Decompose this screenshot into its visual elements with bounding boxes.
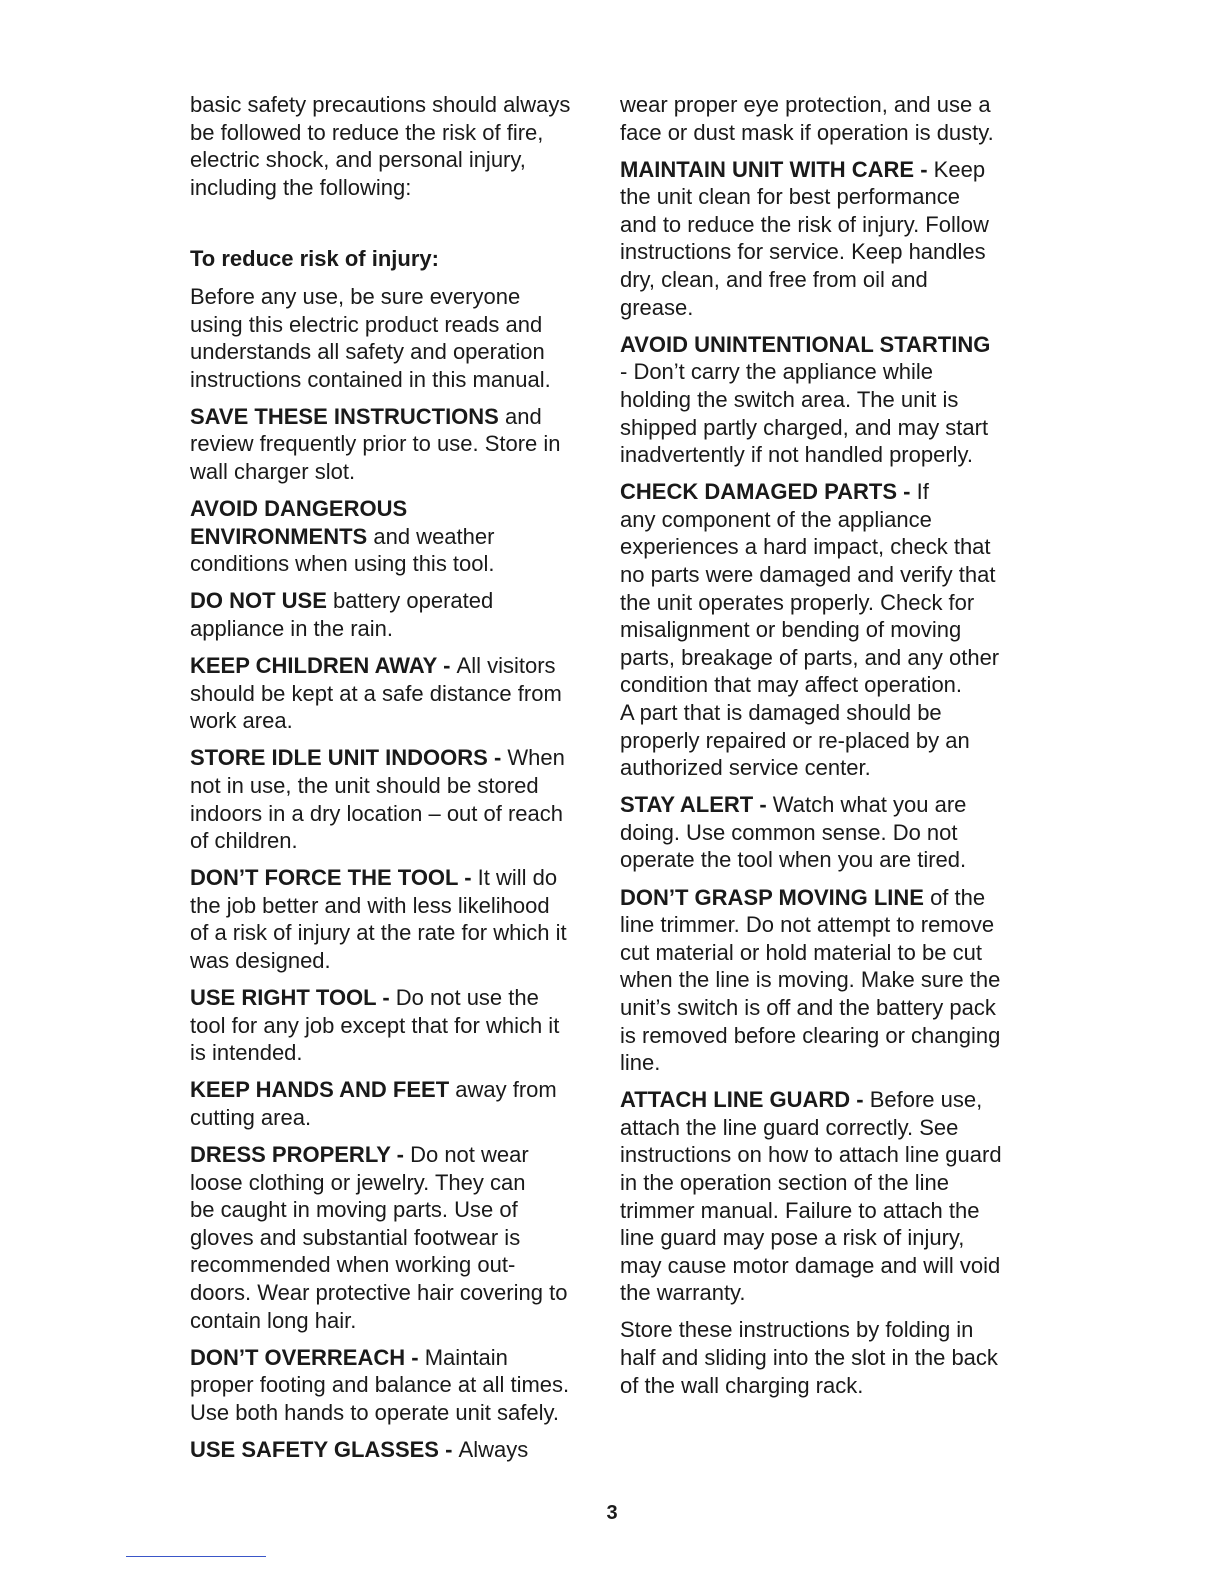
left-paragraph-list xyxy=(190,283,595,1464)
paragraph-body: Watch what you are doing. Use common sense. Do not operate the tool when you are tired. xyxy=(620,792,967,873)
paragraph-body: When not in use, the unit should be stored indoors in a dry location – out of reach of children. xyxy=(190,745,565,854)
paragraph-heading: STORE IDLE UNIT INDOORS - xyxy=(190,745,508,771)
paragraph-body: Do not use the tool for any job except that for which it is intended. xyxy=(190,985,560,1066)
paragraph-body: wear proper eye protection, and use a face or dust mask if operation is dusty. xyxy=(620,92,994,145)
safety-paragraph xyxy=(190,984,595,1067)
paragraph-heading: USE SAFETY GLASSES - xyxy=(190,1437,459,1463)
safety-paragraph xyxy=(190,495,595,578)
paragraph-body: Before any use, be sure everyone using this electric product reads and understands all safety and operation instructions contained in this manual. xyxy=(190,283,551,392)
paragraph-heading: DON’T OVERREACH - xyxy=(190,1344,425,1370)
paragraph-heading: STAY ALERT - xyxy=(620,792,773,818)
right-paragraph-list xyxy=(620,91,1030,1399)
safety-paragraph xyxy=(190,1141,595,1334)
paragraph-body: battery operated appliance in the rain. xyxy=(190,588,494,641)
safety-paragraph xyxy=(620,156,1030,322)
paragraph-heading: DON’T FORCE THE TOOL - xyxy=(190,865,478,891)
paragraph-heading: ATTACH LINE GUARD - xyxy=(620,1087,870,1113)
safety-paragraph xyxy=(190,1076,595,1131)
paragraph-heading: KEEP CHILDREN AWAY - xyxy=(190,653,457,679)
safety-paragraph xyxy=(620,91,1030,146)
paragraph-body: and weather conditions when using this tool. xyxy=(190,523,495,577)
paragraph-heading: AVOID DANGEROUS ENVIRONMENTS xyxy=(190,496,408,549)
safety-paragraph xyxy=(190,283,595,393)
paragraph-body: - Don’t carry the appliance while holding the switch area. The unit is shipped partly charged, and may start inadvertently if not handled properly. xyxy=(620,359,989,468)
safety-paragraph xyxy=(190,587,595,642)
safety-paragraph xyxy=(190,652,595,735)
footer-rule xyxy=(126,1556,266,1557)
paragraph-body: Maintain proper footing and balance at all times. Use both hands to operate unit safely. xyxy=(190,1344,570,1425)
paragraph-heading: DON’T GRASP MOVING LINE xyxy=(620,884,924,910)
safety-paragraph xyxy=(620,791,1030,874)
safety-paragraph xyxy=(190,403,595,486)
paragraph-heading: KEEP HANDS AND FEET xyxy=(190,1077,450,1103)
paragraph-body: of the line trimmer. Do not attempt to remove cut material or hold material to be cut when the line is moving. Make sure the unit’s switch is off and the battery pack is removed before clearing or changing line. xyxy=(620,884,1001,1076)
safety-paragraph xyxy=(620,478,1030,782)
paragraph-body: and review frequently prior to use. Store in wall charger slot. xyxy=(190,403,561,485)
paragraph-heading: DO NOT USE xyxy=(190,588,327,614)
paragraph-heading: CHECK DAMAGED PARTS - xyxy=(620,479,917,505)
safety-paragraph xyxy=(620,331,1030,469)
paragraph-heading: MAINTAIN UNIT WITH CARE - xyxy=(620,156,934,182)
paragraph-body: Do not wear loose clothing or jewelry. They can be caught in moving parts. Use of gloves and substantial footwear is recommended when working out- doors. Wear protective hair covering to contain long hair. xyxy=(190,1142,568,1333)
page-number: 3 xyxy=(606,1502,618,1524)
paragraph-body: away from cutting area. xyxy=(190,1077,557,1130)
paragraph-heading: AVOID UNINTENTIONAL STARTING xyxy=(620,331,991,357)
paragraph-body: All visitors should be kept at a safe distance from work area. xyxy=(190,653,562,734)
safety-paragraph xyxy=(620,1086,1030,1307)
safety-paragraph xyxy=(190,864,595,974)
safety-paragraph xyxy=(620,1316,1030,1399)
right-column xyxy=(620,91,1030,1409)
safety-paragraph xyxy=(190,1344,595,1427)
section-subheading: To reduce risk of injury: xyxy=(190,246,439,272)
paragraph-body: Keep the unit clean for best performance and to reduce the risk of injury. Follow instructions for service. Keep handles dry, clean, and free from oil and grease. xyxy=(620,156,989,320)
paragraph-body: Always xyxy=(458,1437,529,1463)
safety-paragraph xyxy=(620,884,1030,1077)
safety-paragraph xyxy=(190,1436,595,1464)
paragraph-body: If any component of the appliance experiences a hard impact, check that no parts were damaged and verify that the unit operates properly. Check for misalignment or bending of moving parts, breakage of parts, and any other condition that may affect operation. A part that is damaged should be properly repaired or re-placed by an authorized service center. xyxy=(620,479,1000,781)
safety-paragraph xyxy=(190,744,595,854)
paragraph-heading: DRESS PROPERLY - xyxy=(190,1142,411,1168)
paragraph-heading: USE RIGHT TOOL - xyxy=(190,985,396,1011)
paragraph-body: Store these instructions by folding in half and sliding into the slot in the back of the wall charging rack. xyxy=(620,1317,998,1398)
intro-paragraph: basic safety precautions should always be followed to reduce the risk of fire, electric shock, and personal injury, including the following: xyxy=(190,92,571,200)
paragraph-body: Before use, attach the line guard correctly. See instructions on how to attach line guard in the operation section of the line trimmer manual. Failure to attach the line guard may pose a risk of injury, may cause motor damage and will void the warranty. xyxy=(620,1087,1002,1306)
paragraph-body: It will do the job better and with less likelihood of a risk of injury at the rate for which it was designed. xyxy=(190,865,567,974)
left-column xyxy=(190,91,595,1473)
paragraph-heading: SAVE THESE INSTRUCTIONS xyxy=(190,403,499,429)
